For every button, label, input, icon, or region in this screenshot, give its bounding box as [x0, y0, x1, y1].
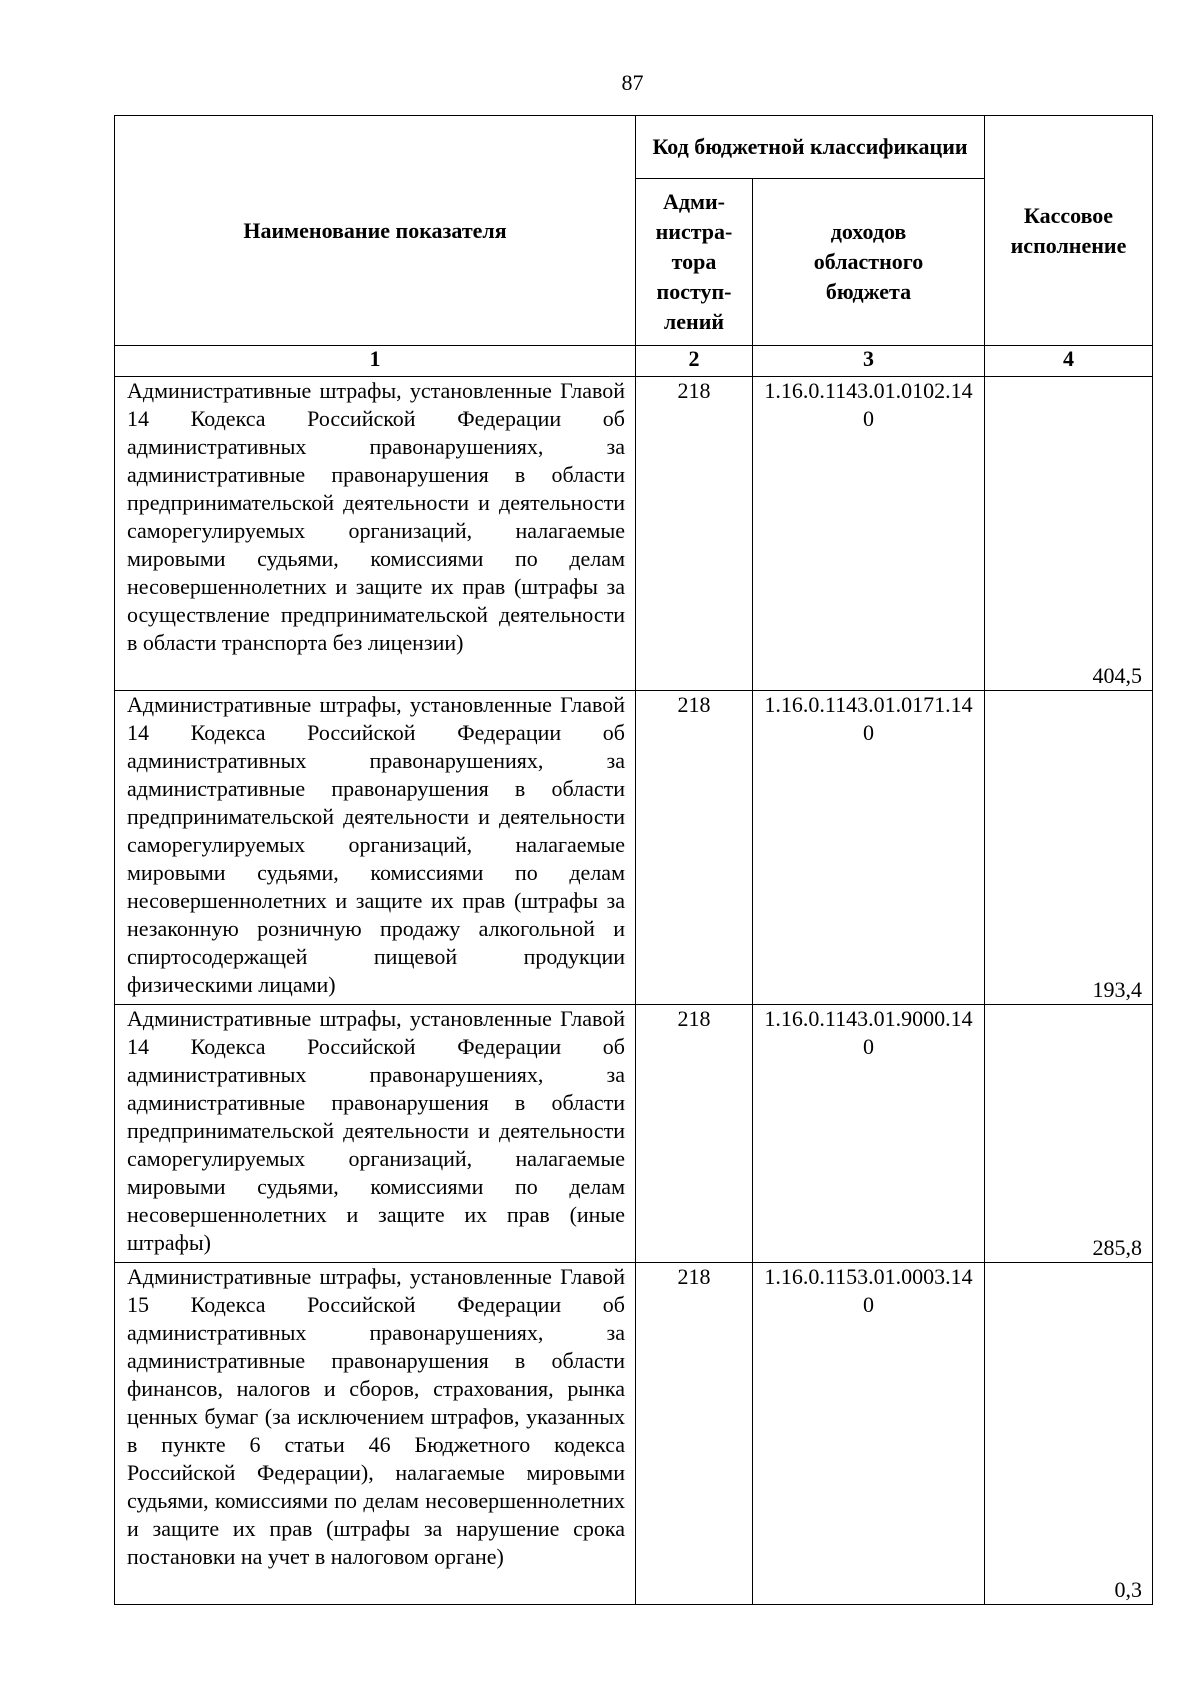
column-number-2: 2	[636, 346, 753, 377]
table-row	[115, 1005, 1153, 1263]
row-income-code: 1.16.0.1143.01.0171.140	[753, 691, 985, 1005]
row-amount: 285,8	[985, 1005, 1153, 1263]
column-number-3: 3	[753, 346, 985, 377]
budget-table	[114, 115, 1153, 1605]
row-description: Административные штрафы, установленные Главой 14 Кодекса Российской Федерации об административных правонарушениях, за административные правонарушения в области предпринимательской деятельности и деятельности саморегулируемых организаций, налагаемые мировыми судьями, комиссиями по делам несовершеннолетних и защите их прав (иные штрафы)	[115, 1005, 636, 1263]
row-income-code: 1.16.0.1143.01.9000.140	[753, 1005, 985, 1263]
row-income-code: 1.16.0.1153.01.0003.140	[753, 1263, 985, 1605]
header-execution: Кассовое исполнение	[985, 116, 1153, 346]
row-admin-code: 218	[636, 691, 753, 1005]
row-admin-code: 218	[636, 1005, 753, 1263]
row-description: Административные штрафы, установленные Главой 14 Кодекса Российской Федерации об административных правонарушениях, за административные правонарушения в области предпринимательской деятельности и деятельности саморегулируемых организаций, налагаемые мировыми судьями, комиссиями по делам несовершеннолетних и защите их прав (штрафы за незаконную розничную продажу алкогольной и спиртосодержащей пищевой продукции физическими лицами)	[115, 691, 636, 1005]
table-row	[115, 377, 1153, 691]
header-income: доходов областного бюджета	[753, 179, 985, 346]
row-amount: 404,5	[985, 377, 1153, 691]
column-number-1: 1	[115, 346, 636, 377]
row-admin-code: 218	[636, 1263, 753, 1605]
column-number-4: 4	[985, 346, 1153, 377]
row-description: Административные штрафы, установленные Главой 14 Кодекса Российской Федерации об административных правонарушениях, за административные правонарушения в области предпринимательской деятельности и деятельности саморегулируемых организаций, налагаемые мировыми судьями, комиссиями по делам несовершеннолетних и защите их прав (штрафы за осуществление предпринимательской деятельности в области транспорта без лицензии)	[115, 377, 636, 691]
row-amount: 0,3	[985, 1263, 1153, 1605]
row-amount: 193,4	[985, 691, 1153, 1005]
header-admin: Адми-нистра-тора поступ-лений	[636, 179, 753, 346]
row-income-code: 1.16.0.1143.01.0102.140	[753, 377, 985, 691]
table-row	[115, 1263, 1153, 1605]
header-code-group: Код бюджетной классификации	[636, 116, 985, 179]
header-name: Наименование показателя	[115, 116, 636, 346]
row-admin-code: 218	[636, 377, 753, 691]
page-number: 87	[621, 70, 644, 95]
row-description: Административные штрафы, установленные Главой 15 Кодекса Российской Федерации об административных правонарушениях, за административные правонарушения в области финансов, налогов и сборов, страхования, рынка ценных бумаг (за исключением штрафов, указанных в пункте 6 статьи 46 Бюджетного кодекса Российской Федерации), налагаемые мировыми судьями, комиссиями по делам несовершеннолетних и защите их прав (штрафы за нарушение срока постановки на учет в налоговом органе)	[115, 1263, 636, 1605]
table-row	[115, 691, 1153, 1005]
